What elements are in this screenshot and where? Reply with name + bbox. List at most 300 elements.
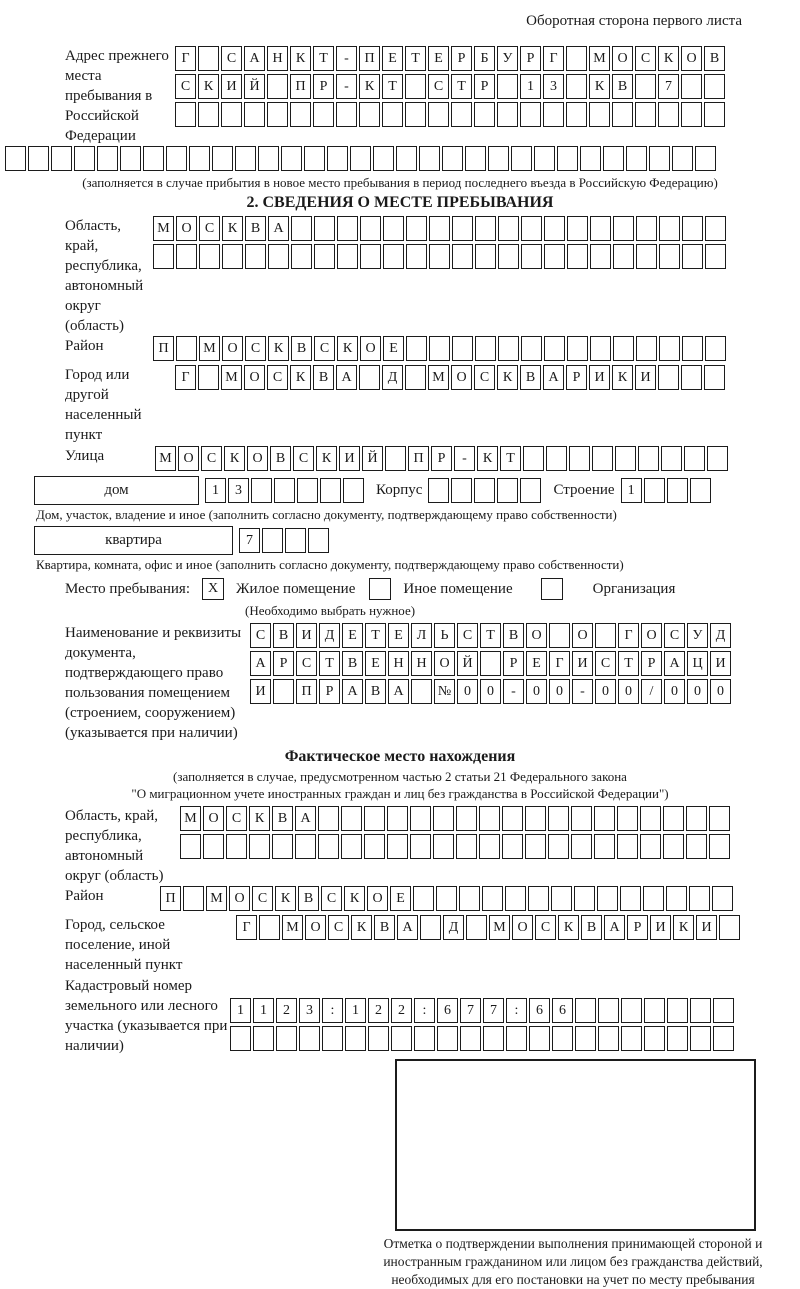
char-cell[interactable] <box>574 886 595 911</box>
char-cell[interactable] <box>222 244 243 269</box>
char-cell[interactable]: Е <box>526 651 547 676</box>
char-cell[interactable] <box>566 102 587 127</box>
char-cell[interactable]: 0 <box>549 679 570 704</box>
char-cell[interactable]: 0 <box>480 679 501 704</box>
char-cell[interactable] <box>598 1026 619 1051</box>
char-cell[interactable]: О <box>641 623 662 648</box>
char-cell[interactable]: 1 <box>520 74 541 99</box>
char-cell[interactable] <box>636 216 657 241</box>
char-cell[interactable] <box>567 336 588 361</box>
char-cell[interactable] <box>391 1026 412 1051</box>
char-cell[interactable] <box>153 244 174 269</box>
char-cell[interactable] <box>590 216 611 241</box>
char-cell[interactable]: 2 <box>368 998 389 1023</box>
char-cell[interactable]: Д <box>382 365 403 390</box>
char-cell[interactable]: П <box>359 46 380 71</box>
char-cell[interactable]: А <box>604 915 625 940</box>
char-cell[interactable] <box>704 365 725 390</box>
char-cell[interactable]: Р <box>451 46 472 71</box>
char-cell[interactable] <box>387 834 408 859</box>
char-cell[interactable] <box>199 244 220 269</box>
char-cell[interactable] <box>644 998 665 1023</box>
char-cell[interactable]: 1 <box>621 478 642 503</box>
char-cell[interactable] <box>497 478 518 503</box>
char-cell[interactable] <box>442 146 463 171</box>
char-cell[interactable] <box>460 1026 481 1051</box>
char-cell[interactable]: П <box>160 886 181 911</box>
char-cell[interactable] <box>690 478 711 503</box>
char-cell[interactable]: В <box>313 365 334 390</box>
char-cell[interactable] <box>429 244 450 269</box>
char-cell[interactable]: 6 <box>529 998 550 1023</box>
char-cell[interactable] <box>707 446 728 471</box>
char-cell[interactable] <box>383 216 404 241</box>
char-cell[interactable] <box>488 146 509 171</box>
char-cell[interactable] <box>414 1026 435 1051</box>
char-cell[interactable]: М <box>180 806 201 831</box>
char-cell[interactable]: Г <box>618 623 639 648</box>
char-cell[interactable]: Р <box>627 915 648 940</box>
char-cell[interactable] <box>704 102 725 127</box>
char-cell[interactable] <box>663 806 684 831</box>
char-cell[interactable] <box>212 146 233 171</box>
char-cell[interactable]: Т <box>313 46 334 71</box>
char-cell[interactable]: М <box>489 915 510 940</box>
char-cell[interactable]: К <box>275 886 296 911</box>
char-cell[interactable] <box>548 834 569 859</box>
char-cell[interactable]: А <box>268 216 289 241</box>
char-cell[interactable] <box>360 244 381 269</box>
char-cell[interactable] <box>557 146 578 171</box>
char-cell[interactable]: В <box>612 74 633 99</box>
char-cell[interactable]: - <box>503 679 524 704</box>
char-cell[interactable] <box>475 244 496 269</box>
char-cell[interactable]: Г <box>549 651 570 676</box>
char-cell[interactable] <box>452 216 473 241</box>
char-cell[interactable]: 0 <box>457 679 478 704</box>
char-cell[interactable] <box>198 102 219 127</box>
char-cell[interactable] <box>649 146 670 171</box>
char-cell[interactable] <box>534 146 555 171</box>
char-cell[interactable] <box>709 834 730 859</box>
char-cell[interactable]: Е <box>365 651 386 676</box>
char-cell[interactable] <box>176 336 197 361</box>
char-cell[interactable]: Й <box>457 651 478 676</box>
char-cell[interactable] <box>297 478 318 503</box>
char-cell[interactable]: Р <box>273 651 294 676</box>
char-cell[interactable]: Р <box>641 651 662 676</box>
char-cell[interactable]: Д <box>319 623 340 648</box>
char-cell[interactable]: К <box>344 886 365 911</box>
char-cell[interactable]: О <box>526 623 547 648</box>
char-cell[interactable] <box>525 806 546 831</box>
char-cell[interactable]: И <box>250 679 271 704</box>
char-cell[interactable] <box>613 216 634 241</box>
char-cell[interactable] <box>244 102 265 127</box>
char-cell[interactable] <box>567 216 588 241</box>
char-cell[interactable]: И <box>589 365 610 390</box>
char-cell[interactable]: Е <box>390 886 411 911</box>
char-cell[interactable]: К <box>477 446 498 471</box>
char-cell[interactable] <box>620 886 641 911</box>
char-cell[interactable]: М <box>199 336 220 361</box>
char-cell[interactable] <box>406 336 427 361</box>
char-cell[interactable] <box>690 1026 711 1051</box>
char-cell[interactable]: С <box>245 336 266 361</box>
char-cell[interactable] <box>304 146 325 171</box>
char-cell[interactable] <box>176 244 197 269</box>
char-cell[interactable]: О <box>434 651 455 676</box>
char-cell[interactable] <box>615 446 636 471</box>
char-cell[interactable] <box>603 146 624 171</box>
char-cell[interactable]: Л <box>411 623 432 648</box>
char-cell[interactable] <box>175 102 196 127</box>
char-cell[interactable] <box>681 365 702 390</box>
char-cell[interactable] <box>295 834 316 859</box>
char-cell[interactable]: Р <box>319 679 340 704</box>
char-cell[interactable] <box>249 834 270 859</box>
char-cell[interactable] <box>658 102 679 127</box>
char-cell[interactable]: Т <box>480 623 501 648</box>
char-cell[interactable] <box>368 1026 389 1051</box>
char-cell[interactable] <box>274 478 295 503</box>
char-cell[interactable]: Н <box>267 46 288 71</box>
char-cell[interactable] <box>682 336 703 361</box>
char-cell[interactable] <box>433 806 454 831</box>
char-cell[interactable] <box>406 244 427 269</box>
char-cell[interactable]: С <box>535 915 556 940</box>
char-cell[interactable] <box>456 834 477 859</box>
char-cell[interactable] <box>396 146 417 171</box>
char-cell[interactable]: И <box>650 915 671 940</box>
char-cell[interactable] <box>28 146 49 171</box>
char-cell[interactable] <box>686 834 707 859</box>
char-cell[interactable]: Е <box>388 623 409 648</box>
char-cell[interactable] <box>571 834 592 859</box>
char-cell[interactable] <box>322 1026 343 1051</box>
char-cell[interactable]: Й <box>362 446 383 471</box>
char-cell[interactable]: П <box>408 446 429 471</box>
char-cell[interactable] <box>549 623 570 648</box>
char-cell[interactable]: К <box>337 336 358 361</box>
char-cell[interactable] <box>590 244 611 269</box>
char-cell[interactable] <box>281 146 302 171</box>
char-cell[interactable]: С <box>321 886 342 911</box>
char-cell[interactable] <box>590 336 611 361</box>
char-cell[interactable]: К <box>612 365 633 390</box>
char-cell[interactable]: 0 <box>687 679 708 704</box>
char-cell[interactable]: М <box>206 886 227 911</box>
char-cell[interactable]: К <box>558 915 579 940</box>
char-cell[interactable] <box>273 679 294 704</box>
char-cell[interactable] <box>459 886 480 911</box>
char-cell[interactable]: А <box>543 365 564 390</box>
char-cell[interactable]: В <box>298 886 319 911</box>
char-cell[interactable]: Т <box>618 651 639 676</box>
char-cell[interactable] <box>410 806 431 831</box>
char-cell[interactable] <box>502 806 523 831</box>
char-cell[interactable] <box>689 886 710 911</box>
checkbox-inoe[interactable] <box>369 578 391 600</box>
char-cell[interactable] <box>569 446 590 471</box>
char-cell[interactable]: А <box>250 651 271 676</box>
char-cell[interactable]: К <box>589 74 610 99</box>
char-cell[interactable]: 0 <box>595 679 616 704</box>
char-cell[interactable]: У <box>497 46 518 71</box>
char-cell[interactable]: К <box>359 74 380 99</box>
char-cell[interactable]: О <box>360 336 381 361</box>
char-cell[interactable] <box>551 886 572 911</box>
char-cell[interactable] <box>681 102 702 127</box>
char-cell[interactable] <box>636 336 657 361</box>
char-cell[interactable]: Т <box>451 74 472 99</box>
char-cell[interactable] <box>382 102 403 127</box>
char-cell[interactable]: Е <box>428 46 449 71</box>
char-cell[interactable] <box>320 478 341 503</box>
char-cell[interactable] <box>520 478 541 503</box>
char-cell[interactable] <box>482 886 503 911</box>
char-cell[interactable]: С <box>328 915 349 940</box>
char-cell[interactable]: В <box>503 623 524 648</box>
char-cell[interactable] <box>658 365 679 390</box>
char-cell[interactable]: А <box>336 365 357 390</box>
char-cell[interactable] <box>594 834 615 859</box>
char-cell[interactable] <box>617 834 638 859</box>
char-cell[interactable]: К <box>198 74 219 99</box>
char-cell[interactable]: К <box>316 446 337 471</box>
char-cell[interactable]: В <box>273 623 294 648</box>
char-cell[interactable] <box>575 998 596 1023</box>
char-cell[interactable] <box>429 336 450 361</box>
char-cell[interactable]: С <box>201 446 222 471</box>
char-cell[interactable]: М <box>589 46 610 71</box>
char-cell[interactable]: К <box>658 46 679 71</box>
char-cell[interactable] <box>612 102 633 127</box>
char-cell[interactable] <box>640 834 661 859</box>
char-cell[interactable]: 7 <box>658 74 679 99</box>
char-cell[interactable] <box>682 216 703 241</box>
char-cell[interactable]: : <box>414 998 435 1023</box>
char-cell[interactable]: Р <box>313 74 334 99</box>
char-cell[interactable] <box>566 74 587 99</box>
char-cell[interactable]: П <box>153 336 174 361</box>
char-cell[interactable] <box>314 244 335 269</box>
char-cell[interactable] <box>597 886 618 911</box>
char-cell[interactable] <box>566 46 587 71</box>
char-cell[interactable] <box>681 74 702 99</box>
char-cell[interactable]: М <box>153 216 174 241</box>
char-cell[interactable] <box>704 74 725 99</box>
char-cell[interactable] <box>433 834 454 859</box>
char-cell[interactable]: С <box>175 74 196 99</box>
char-cell[interactable] <box>345 1026 366 1051</box>
char-cell[interactable]: 3 <box>228 478 249 503</box>
char-cell[interactable]: 7 <box>483 998 504 1023</box>
char-cell[interactable]: С <box>428 74 449 99</box>
char-cell[interactable]: О <box>572 623 593 648</box>
char-cell[interactable] <box>451 478 472 503</box>
char-cell[interactable]: А <box>244 46 265 71</box>
char-cell[interactable] <box>350 146 371 171</box>
char-cell[interactable]: К <box>290 46 311 71</box>
char-cell[interactable] <box>203 834 224 859</box>
char-cell[interactable]: К <box>673 915 694 940</box>
char-cell[interactable]: 7 <box>239 528 260 553</box>
char-cell[interactable]: О <box>178 446 199 471</box>
char-cell[interactable] <box>659 244 680 269</box>
char-cell[interactable]: В <box>520 365 541 390</box>
char-cell[interactable] <box>383 244 404 269</box>
char-cell[interactable] <box>474 102 495 127</box>
char-cell[interactable] <box>617 806 638 831</box>
char-cell[interactable]: 0 <box>618 679 639 704</box>
char-cell[interactable]: С <box>314 336 335 361</box>
char-cell[interactable]: М <box>155 446 176 471</box>
char-cell[interactable]: А <box>664 651 685 676</box>
char-cell[interactable] <box>387 806 408 831</box>
char-cell[interactable]: С <box>664 623 685 648</box>
char-cell[interactable]: № <box>434 679 455 704</box>
char-cell[interactable] <box>343 478 364 503</box>
char-cell[interactable]: Г <box>236 915 257 940</box>
char-cell[interactable]: 0 <box>710 679 731 704</box>
char-cell[interactable] <box>465 146 486 171</box>
char-cell[interactable] <box>405 102 426 127</box>
char-cell[interactable] <box>291 244 312 269</box>
char-cell[interactable]: О <box>247 446 268 471</box>
char-cell[interactable]: Г <box>175 365 196 390</box>
char-cell[interactable]: 2 <box>276 998 297 1023</box>
char-cell[interactable]: П <box>290 74 311 99</box>
char-cell[interactable] <box>198 365 219 390</box>
char-cell[interactable] <box>644 1026 665 1051</box>
char-cell[interactable]: Р <box>520 46 541 71</box>
char-cell[interactable]: В <box>365 679 386 704</box>
char-cell[interactable] <box>521 216 542 241</box>
char-cell[interactable] <box>567 244 588 269</box>
char-cell[interactable] <box>405 74 426 99</box>
char-cell[interactable] <box>552 1026 573 1051</box>
char-cell[interactable]: И <box>710 651 731 676</box>
char-cell[interactable] <box>318 834 339 859</box>
char-cell[interactable] <box>644 478 665 503</box>
char-cell[interactable]: Р <box>566 365 587 390</box>
char-cell[interactable]: В <box>581 915 602 940</box>
char-cell[interactable] <box>318 806 339 831</box>
char-cell[interactable] <box>667 1026 688 1051</box>
char-cell[interactable] <box>695 146 716 171</box>
char-cell[interactable] <box>405 365 426 390</box>
char-cell[interactable] <box>291 216 312 241</box>
char-cell[interactable]: Д <box>443 915 464 940</box>
char-cell[interactable]: С <box>221 46 242 71</box>
char-cell[interactable]: О <box>305 915 326 940</box>
char-cell[interactable] <box>258 146 279 171</box>
char-cell[interactable]: 7 <box>460 998 481 1023</box>
char-cell[interactable] <box>479 834 500 859</box>
char-cell[interactable] <box>666 886 687 911</box>
char-cell[interactable]: 0 <box>664 679 685 704</box>
char-cell[interactable]: О <box>451 365 472 390</box>
char-cell[interactable]: / <box>641 679 662 704</box>
char-cell[interactable] <box>626 146 647 171</box>
char-cell[interactable] <box>245 244 266 269</box>
char-cell[interactable] <box>543 102 564 127</box>
char-cell[interactable] <box>544 244 565 269</box>
char-cell[interactable] <box>420 915 441 940</box>
char-cell[interactable] <box>638 446 659 471</box>
char-cell[interactable] <box>313 102 334 127</box>
char-cell[interactable]: Т <box>365 623 386 648</box>
char-cell[interactable] <box>272 834 293 859</box>
char-cell[interactable]: М <box>221 365 242 390</box>
char-cell[interactable] <box>505 886 526 911</box>
char-cell[interactable]: О <box>222 336 243 361</box>
char-cell[interactable]: С <box>635 46 656 71</box>
char-cell[interactable] <box>359 365 380 390</box>
char-cell[interactable] <box>705 336 726 361</box>
char-cell[interactable] <box>595 623 616 648</box>
char-cell[interactable]: К <box>249 806 270 831</box>
char-cell[interactable]: И <box>339 446 360 471</box>
char-cell[interactable]: В <box>342 651 363 676</box>
char-cell[interactable] <box>337 216 358 241</box>
char-cell[interactable] <box>341 834 362 859</box>
char-cell[interactable] <box>411 679 432 704</box>
char-cell[interactable]: - <box>454 446 475 471</box>
char-cell[interactable]: О <box>203 806 224 831</box>
char-cell[interactable]: Р <box>431 446 452 471</box>
char-cell[interactable] <box>475 216 496 241</box>
char-cell[interactable] <box>511 146 532 171</box>
char-cell[interactable]: Р <box>474 74 495 99</box>
char-cell[interactable]: К <box>351 915 372 940</box>
char-cell[interactable]: И <box>696 915 717 940</box>
char-cell[interactable] <box>120 146 141 171</box>
char-cell[interactable]: Т <box>405 46 426 71</box>
char-cell[interactable] <box>483 1026 504 1051</box>
char-cell[interactable] <box>498 244 519 269</box>
char-cell[interactable] <box>262 528 283 553</box>
char-cell[interactable]: Г <box>175 46 196 71</box>
char-cell[interactable] <box>635 74 656 99</box>
char-cell[interactable] <box>413 886 434 911</box>
char-cell[interactable] <box>667 998 688 1023</box>
char-cell[interactable] <box>360 216 381 241</box>
char-cell[interactable]: О <box>367 886 388 911</box>
char-cell[interactable]: 1 <box>205 478 226 503</box>
char-cell[interactable] <box>713 998 734 1023</box>
char-cell[interactable]: О <box>681 46 702 71</box>
char-cell[interactable] <box>712 886 733 911</box>
char-cell[interactable]: Р <box>503 651 524 676</box>
char-cell[interactable] <box>341 806 362 831</box>
char-cell[interactable] <box>451 102 472 127</box>
char-cell[interactable]: Е <box>382 46 403 71</box>
char-cell[interactable]: В <box>245 216 266 241</box>
char-cell[interactable] <box>456 806 477 831</box>
char-cell[interactable] <box>336 102 357 127</box>
char-cell[interactable] <box>529 1026 550 1051</box>
char-cell[interactable]: К <box>224 446 245 471</box>
char-cell[interactable] <box>166 146 187 171</box>
char-cell[interactable] <box>479 806 500 831</box>
char-cell[interactable]: Т <box>500 446 521 471</box>
char-cell[interactable] <box>506 1026 527 1051</box>
char-cell[interactable] <box>643 886 664 911</box>
char-cell[interactable]: Д <box>710 623 731 648</box>
char-cell[interactable]: С <box>252 886 273 911</box>
